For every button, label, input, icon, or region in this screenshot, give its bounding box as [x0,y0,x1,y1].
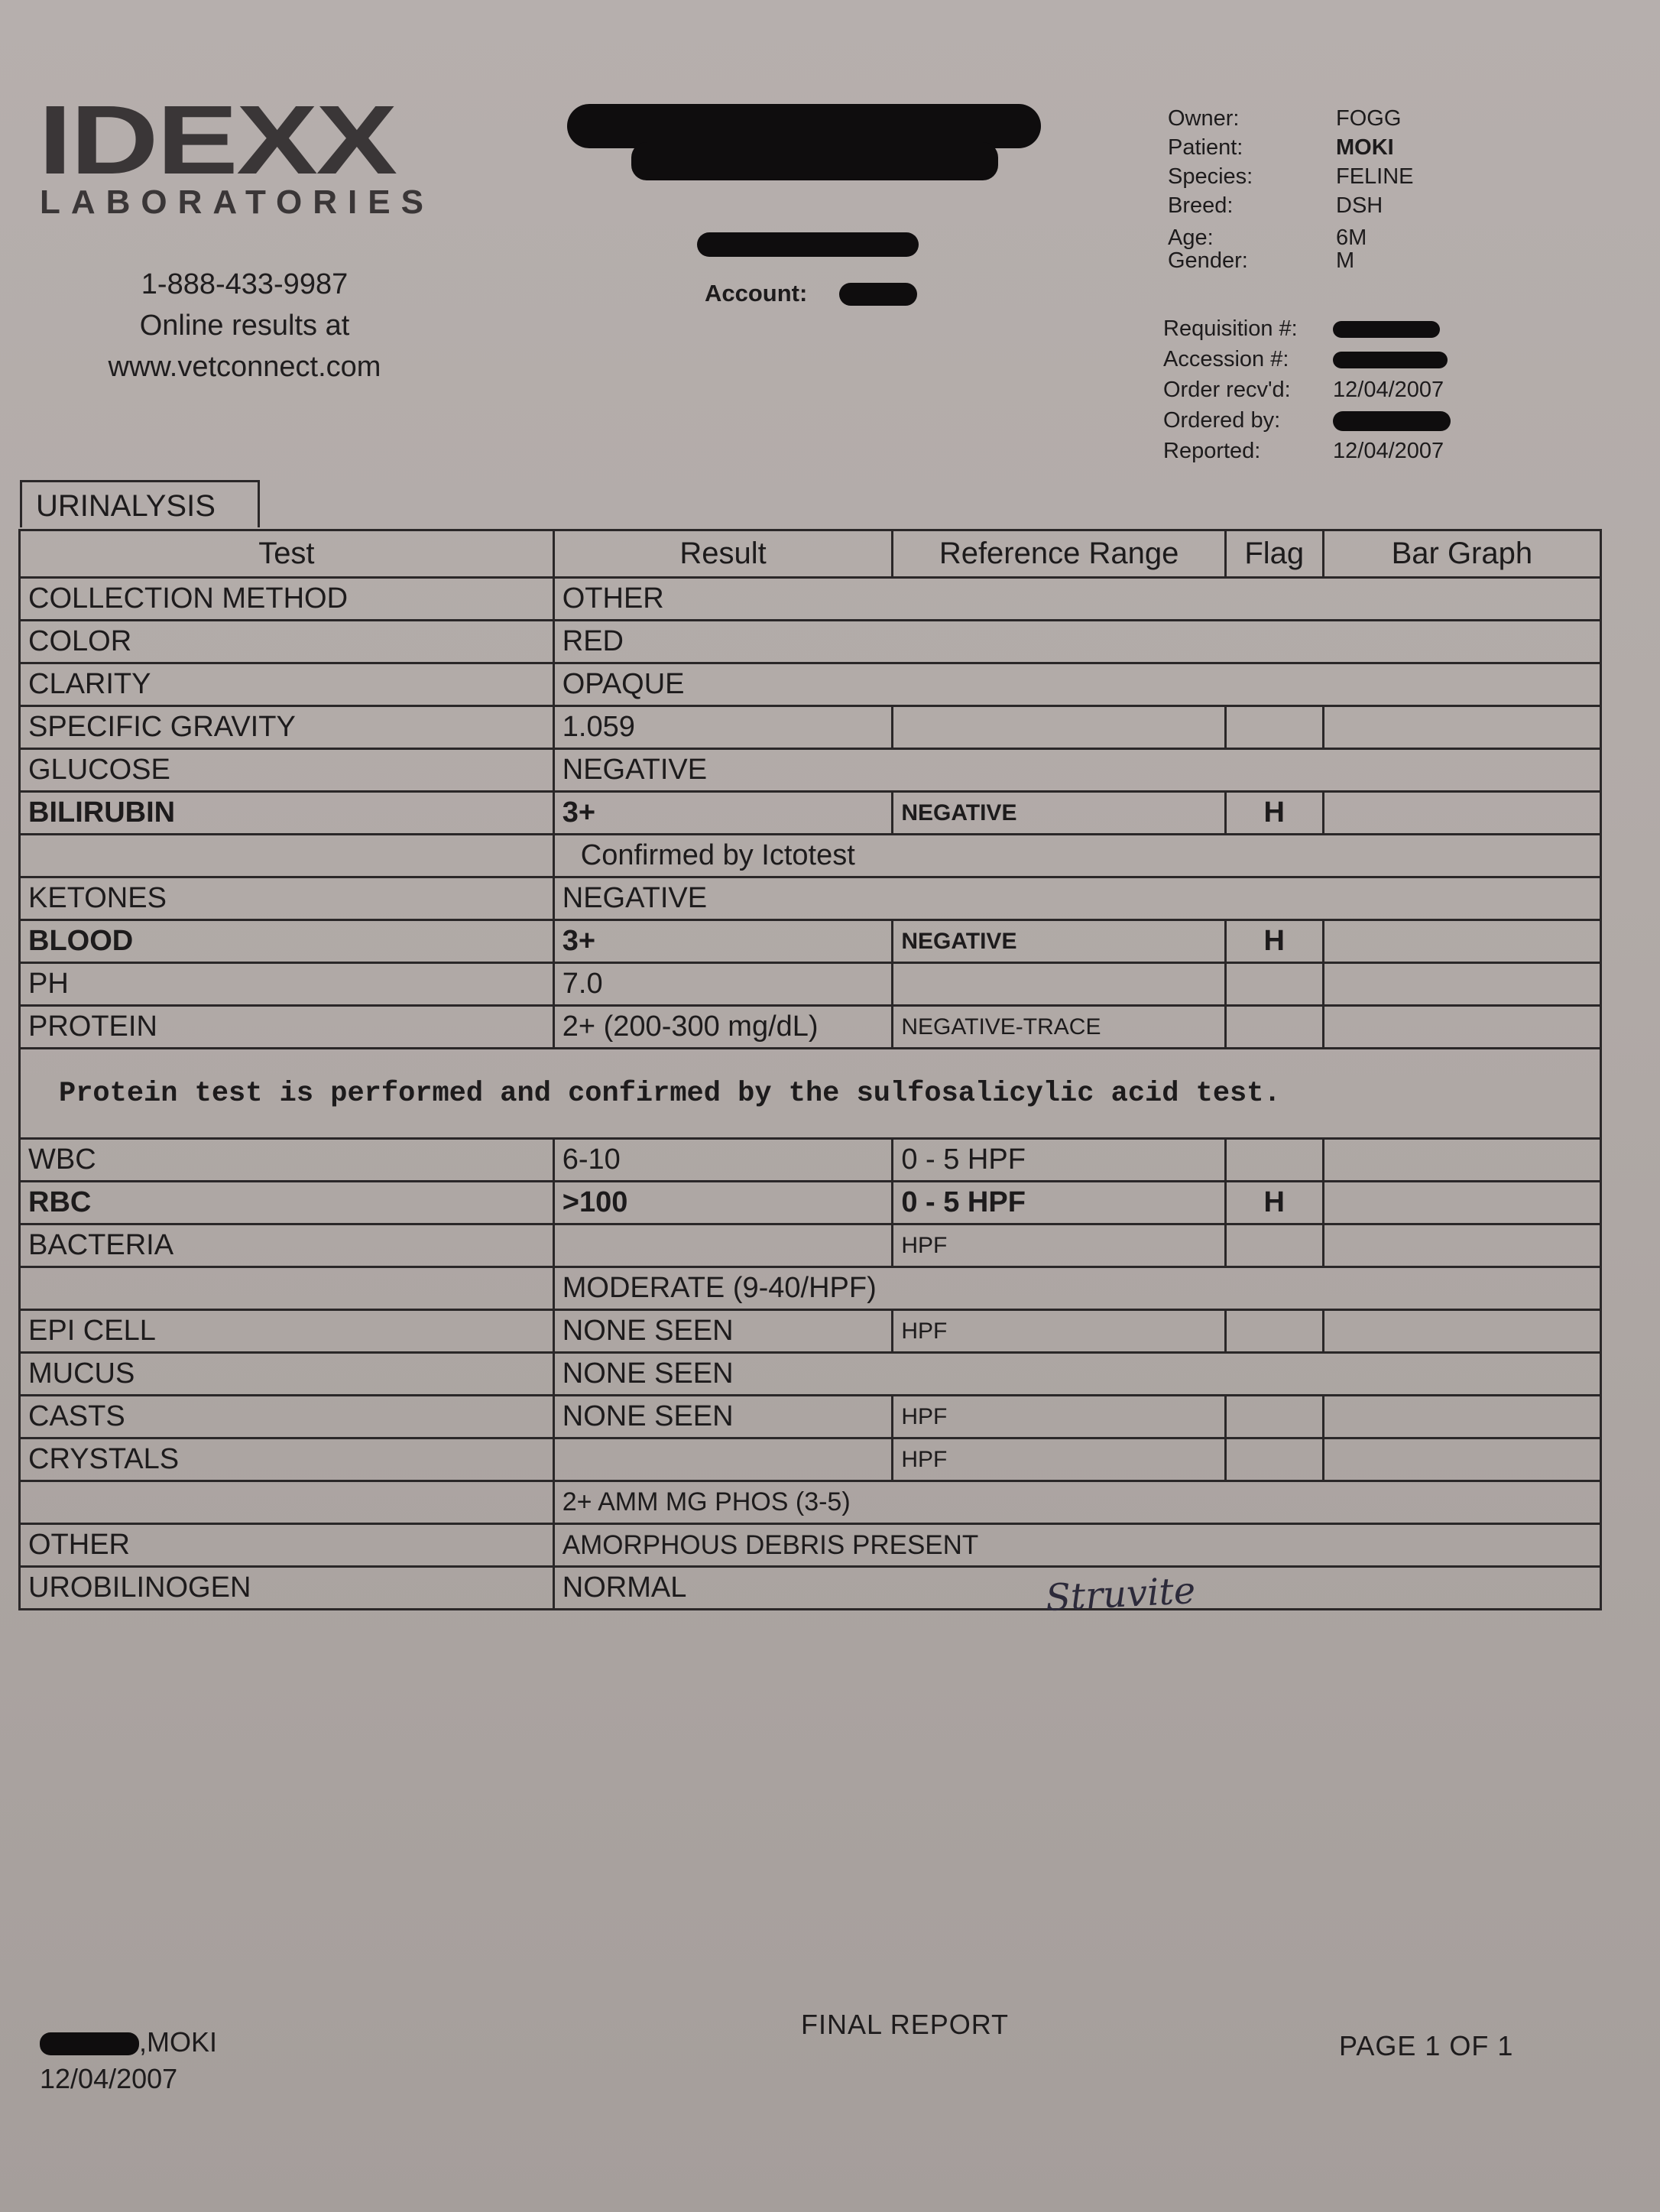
flag [1225,1438,1323,1481]
order-recvd-label: Order recv'd: [1163,378,1291,402]
table-row [20,1524,1601,1567]
table-row [20,749,1601,792]
test-result: 2+ (200-300 mg/dL) [553,1006,893,1049]
redacted-accession [1333,352,1448,368]
ordered-by-row [1163,405,1451,436]
footer-patient-line [40,2024,217,2061]
test-result: 3+ [553,792,893,835]
redacted-clinic-name-2 [631,142,998,180]
test-result: NEGATIVE [553,877,1600,920]
test-result: 3+ [553,920,893,963]
table-header-row [20,530,1601,578]
table-row [20,920,1601,963]
age-row [1168,226,1414,249]
flag: H [1225,920,1323,963]
patient-label: Patient: [1168,135,1243,160]
test-name: WBC [20,1139,554,1182]
ordered-by-label: Ordered by: [1163,408,1281,433]
patient-info [1168,104,1414,272]
table-row [20,792,1601,835]
table-row [20,1006,1601,1049]
table-row [20,1049,1601,1139]
order-recvd-row [1163,375,1451,405]
test-result: 7.0 [553,963,893,1006]
test-name: BLOOD [20,920,554,963]
protein-comment: Protein test is performed and confirmed by the sulfosalicylic acid test. [20,1049,1601,1139]
test-result: NONE SEEN [553,1310,893,1353]
owner-value: FOGG [1336,106,1402,131]
bar-graph [1323,920,1600,963]
table-row [20,1224,1601,1267]
age-label: Age: [1168,225,1214,250]
test-result: NONE SEEN [553,1396,893,1438]
owner-row [1168,104,1414,133]
table-row [20,1139,1601,1182]
flag [1225,1396,1323,1438]
table-row [20,706,1601,749]
table-row [20,963,1601,1006]
flag [1225,1224,1323,1267]
table-row [20,835,1601,877]
reference-range: NEGATIVE-TRACE [893,1006,1226,1049]
idexx-logo-subtitle: LABORATORIES [40,183,434,221]
age-value: 6M [1336,225,1367,250]
gender-label: Gender: [1168,248,1248,273]
reference-range [893,706,1226,749]
bar-graph [1323,792,1600,835]
bar-graph [1323,706,1600,749]
reference-range [893,963,1226,1006]
test-comment: MODERATE (9-40/HPF) [553,1267,1600,1310]
reference-range: HPF [893,1438,1226,1481]
redacted-owner-name [40,2032,139,2055]
footer-page-number: PAGE 1 OF 1 [1339,2030,1514,2061]
reference-range: 0 - 5 HPF [893,1182,1226,1224]
accession-label: Accession #: [1163,347,1289,371]
reference-range: HPF [893,1224,1226,1267]
reference-range: HPF [893,1396,1226,1438]
footer-date: 12/04/2007 [40,2063,178,2094]
urinalysis-tab: URINALYSIS [20,480,260,527]
test-name: CRYSTALS [20,1438,554,1481]
test-result [553,1438,893,1481]
test-comment: Confirmed by Ictotest [553,835,1600,877]
test-name: UROBILINOGEN [20,1567,554,1610]
test-name: SPECIFIC GRAVITY [20,706,554,749]
reported-value: 12/04/2007 [1333,439,1444,463]
species-label: Species: [1168,164,1253,189]
owner-label: Owner: [1168,106,1240,131]
test-name: MUCUS [20,1353,554,1396]
accession-row [1163,344,1451,375]
table-row [20,578,1601,621]
flag [1225,706,1323,749]
table-row [20,1353,1601,1396]
test-name: GLUCOSE [20,749,554,792]
test-name: CLARITY [20,663,554,706]
table-row [20,1481,1601,1524]
test-name [20,1267,554,1310]
header-reference-range: Reference Range [893,530,1226,578]
reported-label: Reported: [1163,439,1261,463]
redacted-ordered-by [1333,411,1451,431]
test-result: RED [553,621,1600,663]
table-row [20,1182,1601,1224]
lab-website[interactable]: www.vetconnect.com [108,351,381,383]
reference-range: HPF [893,1310,1226,1353]
gender-value: M [1336,248,1355,273]
breed-value: DSH [1336,193,1383,218]
test-result: 6-10 [553,1139,893,1182]
table-row [20,663,1601,706]
bar-graph [1323,963,1600,1006]
reference-range: NEGATIVE [893,792,1226,835]
header-result: Result [553,530,893,578]
flag [1225,1310,1323,1353]
account-label: Account: [705,280,808,307]
test-name: OTHER [20,1524,554,1567]
bar-graph [1323,1139,1600,1182]
patient-row [1168,133,1414,162]
header-bar-graph: Bar Graph [1323,530,1600,578]
bar-graph [1323,1438,1600,1481]
flag: H [1225,1182,1323,1224]
order-info [1163,313,1451,466]
reference-range: 0 - 5 HPF [893,1139,1226,1182]
species-row [1168,162,1414,191]
table-row [20,1267,1601,1310]
test-result: >100 [553,1182,893,1224]
requisition-label: Requisition #: [1163,316,1298,341]
flag [1225,963,1323,1006]
breed-row [1168,191,1414,220]
flag [1225,1139,1323,1182]
requisition-row [1163,313,1451,344]
footer-patient [40,2024,217,2097]
flag: H [1225,792,1323,835]
species-value: FELINE [1336,164,1414,189]
test-name: COLOR [20,621,554,663]
test-result: OTHER [553,578,1600,621]
table-row [20,877,1601,920]
test-name: PROTEIN [20,1006,554,1049]
bar-graph [1323,1310,1600,1353]
patient-value: MOKI [1336,135,1394,160]
header-flag: Flag [1225,530,1323,578]
idexx-logo: IDEXX [38,86,396,195]
breed-label: Breed: [1168,193,1234,218]
gender-row [1168,249,1414,272]
test-name: BILIRUBIN [20,792,554,835]
order-recvd-value: 12/04/2007 [1333,378,1444,402]
test-result [553,1224,893,1267]
test-result: NONE SEEN [553,1353,1600,1396]
redacted-account-number [839,283,917,306]
test-name: KETONES [20,877,554,920]
lab-contact [76,264,413,388]
test-result: 1.059 [553,706,893,749]
test-name: CASTS [20,1396,554,1438]
test-result: AMORPHOUS DEBRIS PRESENT [553,1524,1600,1567]
handwritten-struvite-note: Struvite [1044,1568,1197,1620]
test-name: RBC [20,1182,554,1224]
table-row [20,1438,1601,1481]
test-result: NORMAL [553,1567,1600,1610]
table-row [20,1396,1601,1438]
bar-graph [1323,1182,1600,1224]
reported-row [1163,436,1451,466]
lab-online-line: Online results at [139,310,350,342]
test-result: NEGATIVE [553,749,1600,792]
footer-patient-name: ,MOKI [139,2026,218,2058]
bar-graph [1323,1224,1600,1267]
table-row [20,621,1601,663]
bar-graph [1323,1006,1600,1049]
test-result: OPAQUE [553,663,1600,706]
urinalysis-table [18,529,1602,1610]
lab-phone: 1-888-433-9987 [141,268,349,300]
bar-graph [1323,1396,1600,1438]
redacted-clinic-phone [697,232,919,257]
reference-range: NEGATIVE [893,920,1226,963]
test-name [20,835,554,877]
test-name [20,1481,554,1524]
table-row [20,1310,1601,1353]
test-name: BACTERIA [20,1224,554,1267]
flag [1225,1006,1323,1049]
header-test: Test [20,530,554,578]
test-comment: 2+ AMM MG PHOS (3-5) [553,1481,1600,1524]
redacted-requisition [1333,321,1440,338]
footer-status: FINAL REPORT [801,2009,1010,2040]
table-row [20,1567,1601,1610]
test-name: COLLECTION METHOD [20,578,554,621]
test-name: EPI CELL [20,1310,554,1353]
test-name: PH [20,963,554,1006]
